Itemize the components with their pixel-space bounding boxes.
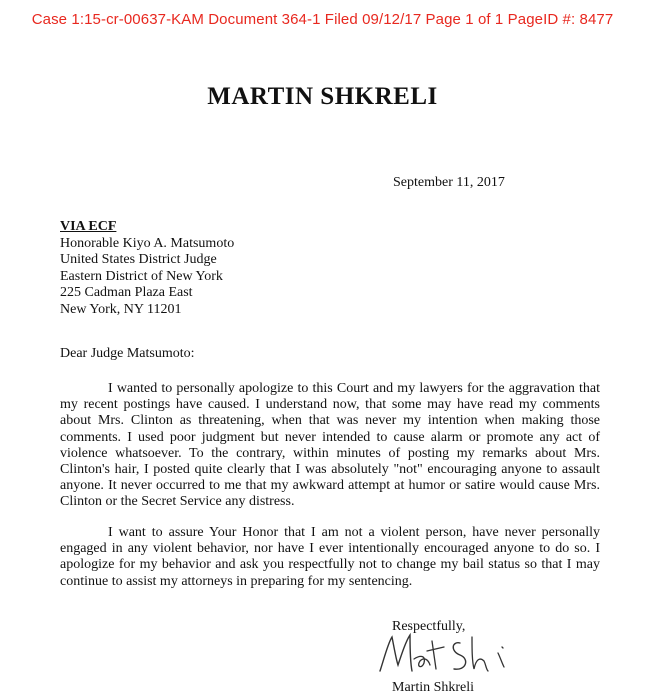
- case-header: Case 1:15-cr-00637-KAM Document 364-1 Filed 09/12/17 Page 1 of 1 PageID #: 8477: [31, 11, 614, 28]
- recipient-line: Eastern District of New York: [60, 268, 223, 284]
- body-paragraph: I want to assure Your Honor that I am not a violent person, have never personally engaged in any violent behavior, nor have I ever intentionally encouraged anyone to do so. I apologize for my behavior and ask you respectfully not to change my bail status so that I may continue to assist my attorneys in preparing for my sentencing.: [60, 525, 600, 589]
- handwritten-signature: [372, 629, 522, 679]
- salutation: Dear Judge Matsumoto:: [60, 346, 195, 361]
- closing-text: Respectfully,: [392, 619, 466, 634]
- recipient-line: United States District Judge: [60, 252, 217, 267]
- via-ecf-label: VIA ECF: [60, 219, 117, 234]
- recipient-address-block: [60, 219, 234, 318]
- letter-date: September 11, 2017: [393, 175, 505, 190]
- recipient-line: 225 Cadman Plaza East: [60, 285, 193, 300]
- body-paragraph: I wanted to personally apologize to this Court and my lawyers for the aggravation that my recent postings have caused. I understand now, that some may have read my comments about Mrs. Clinton as threatening, when that was never my intention when making those comments. I used poor judgment but never intended to cause alarm or promote any act of violence whatsoever. To the contrary, within minutes of posting my remarks about Mrs. Clinton's hair, I posted quite clearly that I was absolutely "not" encouraging anyone to assault anyone. It never occurred to me that my awkward attempt at humor or satire would cause Mrs. Clinton or the Secret Service any distress.: [60, 381, 600, 510]
- signer-name: Martin Shkreli: [392, 680, 475, 695]
- letterhead-name: MARTIN SHKRELI: [207, 83, 438, 110]
- recipient-line: New York, NY 11201: [60, 301, 182, 317]
- recipient-line: Honorable Kiyo A. Matsumoto: [60, 235, 235, 251]
